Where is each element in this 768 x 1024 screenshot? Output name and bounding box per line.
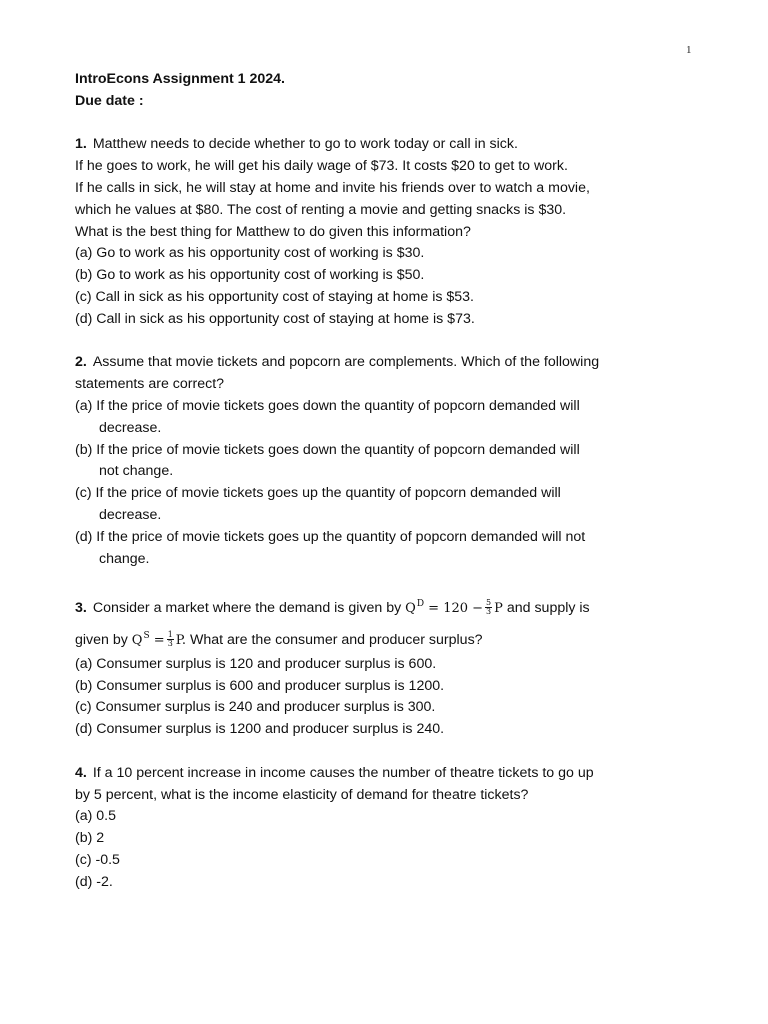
- answer-option: (b) If the price of movie tickets goes down the quantity of popcorn demanded will: [75, 441, 580, 458]
- question-text: If he goes to work, he will get his daily wage of $73. It costs $20 to get to work.: [75, 158, 568, 175]
- question-2: [75, 352, 695, 570]
- answer-option: (b) Consumer surplus is 600 and producer surplus is 1200.: [75, 677, 445, 694]
- question-text: If he calls in sick, he will stay at home and invite his friends over to watch a movie,: [75, 179, 590, 196]
- question-text: Assume that movie tickets and popcorn are complements. Which of the following: [92, 354, 600, 371]
- question-text: What are the consumer and producer surplus?: [189, 631, 483, 648]
- answer-option-continuation: decrease.: [99, 506, 162, 523]
- question-number: 2.: [75, 354, 87, 371]
- demand-equation: $Q^D = 120$ − $\frac{5}{3}$ P: [405, 598, 503, 617]
- question-text: What is the best thing for Matthew to do given this information?: [75, 223, 471, 240]
- answer-option: (d) Consumer surplus is 1200 and producer surplus is 240.: [75, 721, 445, 738]
- assignment-title: IntroEcons Assignment 1 2024.: [75, 71, 285, 87]
- answer-option: (b) 2: [75, 830, 105, 847]
- question-number: 1.: [75, 136, 87, 153]
- supply-equation: $Q^S$ = $\frac{1}{3}$ P.: [131, 629, 187, 648]
- answer-option: (c) If the price of movie tickets goes up the quantity of popcorn demanded will: [75, 485, 561, 502]
- answer-option: (d) Call in sick as his opportunity cost of staying at home is $73.: [75, 310, 475, 327]
- answer-option: (a) Consumer surplus is 120 and producer surplus is 600.: [75, 655, 437, 672]
- answer-option: (c) -0.5: [75, 851, 120, 868]
- question-text: which he values at $80. The cost of renting a movie and getting snacks is $30.: [75, 201, 567, 218]
- question-text: and supply is: [506, 600, 590, 617]
- answer-option-continuation: not change.: [99, 463, 174, 480]
- due-date: Due date :: [75, 92, 144, 109]
- answer-option-continuation: change.: [99, 550, 150, 567]
- answer-option: (a) 0.5: [75, 808, 117, 825]
- question-1: [75, 134, 695, 330]
- answer-option: (b) Go to work as his opportunity cost of working is $50.: [75, 267, 425, 284]
- answer-option: (d) -2.: [75, 873, 113, 890]
- answer-option: (a) Go to work as his opportunity cost of working is $30.: [75, 245, 425, 262]
- question-text: by 5 percent, what is the income elasticity of demand for theatre tickets?: [75, 786, 529, 803]
- page-number: 1: [686, 44, 692, 56]
- answer-option: (c) Call in sick as his opportunity cost of staying at home is $53.: [75, 288, 475, 305]
- question-text: Matthew needs to decide whether to go to work today or call in sick.: [92, 136, 518, 153]
- question-number: 3.: [75, 600, 87, 617]
- assignment-content: [75, 69, 695, 893]
- answer-option: (d) If the price of movie tickets goes up the quantity of popcorn demanded will not: [75, 528, 586, 545]
- question-text: If a 10 percent increase in income causes the number of theatre tickets to go up: [92, 764, 594, 781]
- question-text: statements are correct?: [75, 376, 225, 393]
- answer-option: (c) Consumer surplus is 240 and producer surplus is 300.: [75, 699, 436, 716]
- question-4: [75, 763, 695, 894]
- answer-option-continuation: decrease.: [99, 419, 162, 436]
- question-3: [75, 598, 695, 741]
- question-text: given by: [75, 631, 128, 648]
- question-text: Consider a market where the demand is given by: [92, 600, 402, 617]
- question-number: 4.: [75, 764, 87, 781]
- answer-option: (a) If the price of movie tickets goes down the quantity of popcorn demanded will: [75, 397, 580, 414]
